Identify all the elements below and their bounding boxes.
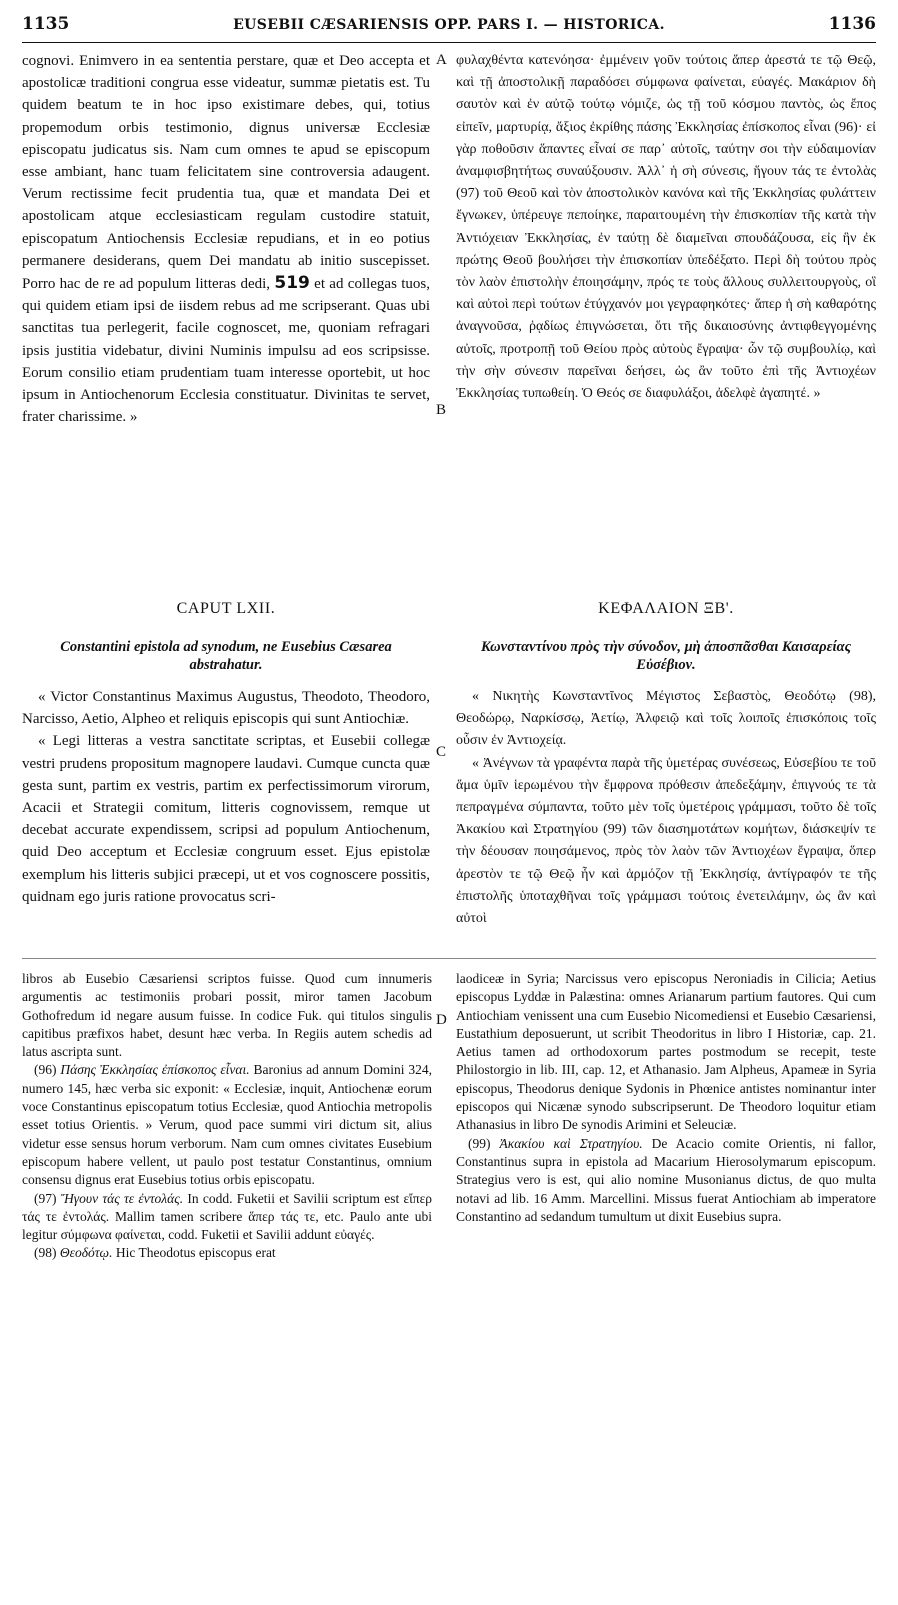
caput-label-greek: ΚΕΦΑΛΑΙΟΝ ΞΒ'. (598, 600, 734, 617)
latin-text-after-page: et ad collegas tuos, qui quidem etiam ipsi de iisdem rebus ad me scripserant. Quas ubi sanctitas tua perlegerit, facile cognoscet, me, quoniam refragari ipsis justitia videbatur, divini Numinis impulsu ad eos scripsisse. Eorum consilio etiam prudentiam tuam interesse oportebit, ut hoc ipsum in Antiochenorum Ecclesia constituatur. Divinitas te servet, frater charissime. » (22, 276, 430, 426)
footnote-98 (22, 1244, 432, 1262)
page-header (22, 14, 876, 40)
edition-page-number: 519 (274, 273, 310, 294)
running-title: EUSEBII CÆSARIENSIS OPP. PARS I. — HISTORICA. (233, 17, 665, 33)
footnotes-right-column (456, 970, 876, 1226)
footnote-97-lemma: Ἤγουν τάς τε ἐντολάς. (60, 1190, 184, 1206)
footnote-99-text: De Acacio comite Orientis, ni fallor, Constantinus supra in epistola ad Macarium Hierosolymarum episcopum. Strategius vero is est, qui alio nomine Musonianus dictus, de quo multa notavi ad lib. 16 Amm. Marcellini. Missus fuerat Antiochiam ab imperatore Constantino ad sedandum tumultum ut dixit Eusebius supra. (456, 1135, 877, 1224)
latin-text-before-page: cognovi. Enimvero in ea sententia perstare, quæ et Deo accepta et apostolicæ traditioni congrua esse videatur, summæ pietatis est. Tu quidem beatum te in hoc ipso existimare debes, qui, totius propemodum orbis testimonio, dignus universæ Ecclesiæ episcopatu judicatus sis. Nam cum omnes te apud se episcopum esse ambiant, hanc tuam felicitatem sine controversia adaugent. Verum rectissime fecit prudentia tua, quæ et mandata Dei et apostolicam atque ecclesiasticam regulam custodire statuit, episcopatum Antiochensis Ecclesiæ repudians, et in eo potius permanere desiderans, quem Dei mandatu ab initio suscepisset. Porro hac de re ad populum litteras dedi, (22, 53, 430, 293)
footnote-98-text: Hic Theodotus episcopus erat (115, 1245, 276, 1261)
margin-letter-a: A (436, 52, 447, 68)
margin-letter-b: B (436, 402, 447, 418)
footnote-96 (22, 1061, 432, 1189)
footnote-intro: libros ab Eusebio Cæsariensi scriptos fuisse. Quod cum innumeris argumentis ac testimoniis probari possit, miror tamen Jacobum Gothofredum id negare ausum fuisse. In codice Fuk. qui titulos singulis capitibus præfixos habet, desunt hæc verba. In Regiis autem schedis ad latus ascripta sunt. (22, 971, 432, 1060)
footnote-96-lemma: Πάσης Ἐκκλησίας ἐπίσκοπος εἶναι. (60, 1062, 250, 1078)
footnotes-left-column (22, 970, 432, 1263)
latin-column-top (22, 50, 430, 428)
greek-column-top (456, 50, 876, 405)
greek-letter-address: « Νικητὴς Κωνσταντῖνος Μέγιστος Σεβαστὸς, Θεοδότῳ (98), Θεοδώρῳ, Ναρκίσσῳ, Ἀετίῳ, Ἀλφειῷ καὶ τοῖς λοιποῖς ἐπισκόποις τοῖς οὖσιν ἐν Ἀντιοχείᾳ. (456, 689, 876, 749)
margin-letter-c: C (436, 744, 447, 760)
footnote-99-lemma: Ἀκακίου καὶ Στρατηγίου. (499, 1135, 643, 1151)
footnote-96-number: (96) (34, 1062, 57, 1078)
footnote-98-number: (98) (34, 1245, 57, 1261)
caput-title-latin: Constantini epistola ad synodum, ne Eusebius Cæsarea abstrahatur. (60, 639, 392, 673)
page-number-right: 1136 (828, 14, 876, 34)
footnote-99-number: (99) (468, 1135, 491, 1151)
greek-letter-body: « Ἀνέγνων τὰ γραφέντα παρὰ τῆς ὑμετέρας συνέσεως, Εὐσεβίου τε τοῦ ἅμα ὑμῖν ἱερωμένου τὴν ἔμφρονα πρόθεσιν ἀπεδεξάμην, ἐπιγνούς τε τὰ πεπραγμένα σύμπαντα, τοῦτο μὲν τοῖς ὑμετέροις γράμμασι, τοῦτο δὲ τοῖς Ἀκακίου καὶ Στρατηγίου (99) τῶν διασημοτάτων κομήτων, διάσκεψίν τε τὴν δέουσαν ποιησάμενος, πρὸς τὸν λαὸν τῶν Ἀντιοχέων ἔγραψα, ὅπερ ἀρεστὸν τε τῷ Θεῷ ἦν καὶ ἁρμόζον τῇ Ἐκκλησίᾳ, ἀντίγραφόν τε τῆς ἐπιστολῆς ὑποταχθῆναι τοῖς γράμμασι τούτοις ἐνετειλάμην, ὡς ἂν καὶ αὐτοὶ (456, 755, 876, 927)
footnote-97 (22, 1190, 432, 1245)
greek-paragraph-top: φυλαχθέντα κατενόησα· ἐμμένειν γοῦν τούτοις ἅπερ ἀρεστά τε τῷ Θεῷ, καὶ τῇ ἀποστολικῇ παραδόσει σύμφωνα φαίνεται, εὐαγές. Μακάριον δὴ σαυτὸν καὶ ἐν αὐτῷ τούτῳ νόμιζε, ὡς τῇ τοῦ κόσμου παντὸς, ὡς ἔπος εἰπεῖν, μαρτυρίᾳ, ἄξιος ἐκρίθης πάσης Ἐκκλησίας ἐπίσκοπος εἶναι (96)· εἰ γὰρ ποθοῦσιν ἅπαντες εἶναί σε παρ᾽ αὐτοῖς, ταύτην σοι τὴν εὐδαιμονίαν ἀναμφισβητήτως συναύξουσιν. Ἀλλ᾽ ἡ σὴ σύνεσις, ἥγουν τάς τε ἐντολὰς (97) τοῦ Θεοῦ καὶ τὸν ἀποστολικὸν κανόνα καὶ τῆς Ἐκκλησίας φυλάττειν ἔγνωκεν, ὑπέρευγε πεποίηκε, παραιτουμένη τὴν ἐπισκοπίαν τῆς κατὰ τὴν Ἀντιόχειαν Ἐκκλησίας, ἐν ταύτῃ δὲ διαμεῖναι σπουδάζουσα, εἰς ἣν ἐκ πρώτης Θεοῦ βουλήσει τὴν ἐπισκοπίαν ὑπεδέξατο. Περὶ δὴ τούτου πρὸς τὸν λαὸν ἐπιστολὴν ἐποιησάμην, πρός τε τοὺς ἄλλους συλλειτουργοὺς, οἳ καὶ αὐτοὶ περὶ τούτων ἐτύγχανόν μοι γεγραφηκότες· ἅπερ ἡ σὴ καθαρότης ἀναγνοῦσα, ῥᾳδίως ἐπιγνώσεται, ὅτι τῆς δικαιοσύνης ἀντιφθεγγομένης αὐτοῖς, προτροπῇ τοῦ Θείου πρὸς αὐτοὺς ἔγραψα· ὧν τῷ συμβουλίῳ, καὶ τὴν σὴν σύνεσιν παρεῖναι δεήσει, ὡς ἂν τοῦτο ἐπὶ τῆς Ἀντιοχέων Ἐκκλησίας τυπωθείη. Ὁ Θεός σε διαφυλάξοι, ἀδελφὲ ἀγαπητέ. » (456, 53, 876, 402)
latin-column-letter (22, 686, 430, 908)
footnote-99 (456, 1135, 876, 1226)
greek-column-letter (456, 686, 876, 930)
footnote-rule (22, 958, 876, 959)
margin-letter-d: D (436, 1012, 447, 1028)
caput-title-greek: Κωνσταντίνου πρὸς τὴν σύνοδον, μὴ ἀποσπᾶσθαι Καισαρείας Εὐσέβιον. (480, 639, 852, 673)
latin-letter-body: « Legi litteras a vestra sanctitate scriptas, et Eusebii collegæ vestri prudens propositum magnopere laudavi. Cumque cuncta quæ gesta sunt, partim ex vestris, partim ex perfectissimorum virorum, Acacii et Strategii comitum, litteris cognovissem, remque ut decebat accurate expendissem, scripsi ad populum Antiochenum, quid Deo acceptum et Ecclesiæ congruum esset. Ejus epistolæ exemplum his litteris subjici præcepi, ut et vos cognoscere possitis, quidnam ego juris ratione provocatus scri- (22, 733, 430, 905)
footnote-97-text: In codd. Fuketii et Savilii scriptum est εἴπερ τάς τε ἐντολάς. Mallim tamen scribere ἅπερ τάς τε, etc. Paulo ante ubi legitur σύμφωνα φαίνεται, codd. Fuketii et Savilii addunt εὐαγές. (22, 1190, 433, 1243)
page-number-left: 1135 (22, 14, 70, 34)
footnote-97-number: (97) (34, 1190, 57, 1206)
header-rule (22, 42, 876, 43)
caput-label-latin: CAPUT LXII. (176, 600, 276, 617)
latin-paragraph-top (22, 50, 430, 428)
footnote-96-text: Baronius ad annum Domini 324, numero 145, hæc verba sic exponit: « Ecclesiæ, inquit, Antiochenæ eorum voce Constantinus episcopatum totius Ecclesiæ, quod Antiochia metropolis esset totius Orientis. » Verum, quod pace summi viri dictum sit, alius videtur esse sensus horum verborum. Nam cum omnes civitates Eusebium episcopum habere vellent, ut paulo post testatur Constantinus, omnium consensu dignus erat Eusebius totius orbis episcopatu. (22, 1062, 433, 1188)
footnote-98-lemma: Θεοδότῳ. (59, 1245, 113, 1261)
latin-letter-address: « Victor Constantinus Maximus Augustus, Theodoto, Theodoro, Narcisso, Aetio, Alpheo et reliquis episcopis qui sunt Antiochiæ. (22, 689, 430, 728)
footnote-98-continued: laodiceæ in Syria; Narcissus vero episcopus Neroniadis in Cilicia; Aetius episcopus Lyddæ in Palæstina: omnes Arianarum partium fautores. Qui cum Antiochiam venissent una cum Eusebio Nicomediensi et Eusebio Cæsariensi, Eustathium deposuerunt, ut scribit Theodoritus in libro I Historiæ, cap. 21. Aetius tamen ad orthodoxorum partes postmodum se recepit, teste Philostorgio in lib. III, cap. 12, et Athanasio. Jam Alpheus, Apameæ in Syria episcopus, Theodorus denique Sydonis in Phœnice antistes nominantur inter episcopos qui Nicænæ synodo subscripserunt. De Theodoro loquitur etiam Athanasius in libro De synodis Arimini et Seleuciæ. (456, 971, 876, 1133)
